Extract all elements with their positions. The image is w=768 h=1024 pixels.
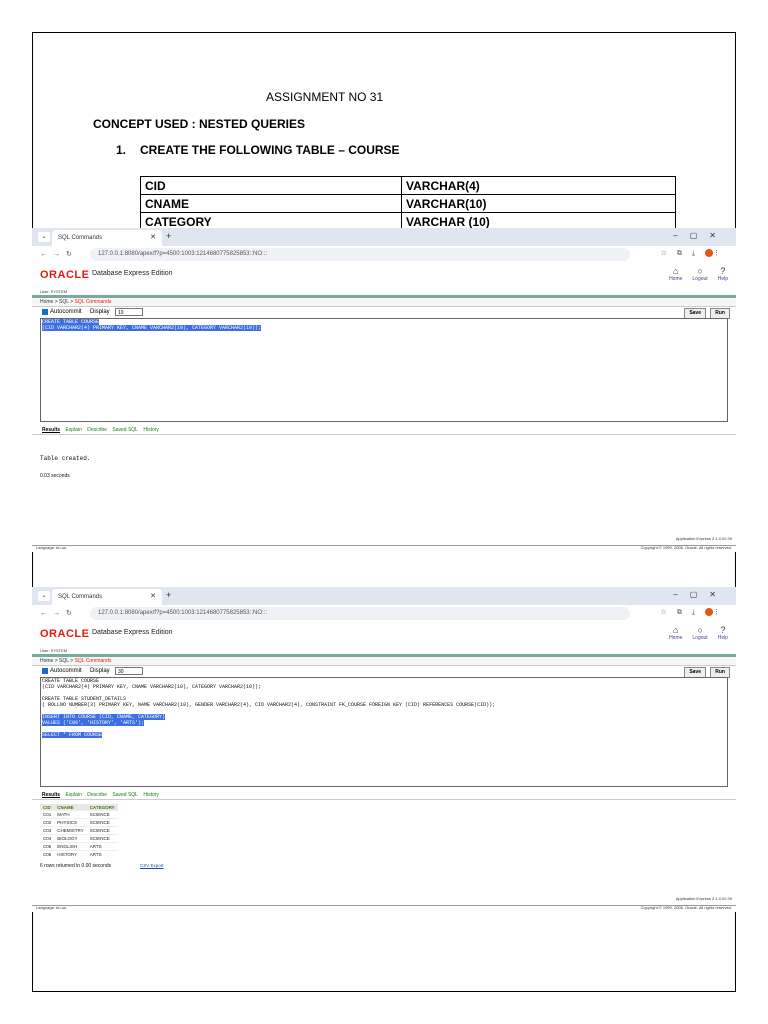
schema-type: VARCHAR(10): [402, 195, 676, 213]
window-controls[interactable]: –▢✕: [673, 231, 728, 240]
sql-editor[interactable]: [40, 318, 728, 422]
results-panel: [32, 435, 736, 535]
tab-results[interactable]: Results: [42, 427, 61, 433]
product-name: Database Express Edition: [92, 270, 173, 277]
help-icon: ?: [720, 625, 726, 635]
logout-icon: ○: [697, 266, 703, 276]
profile-icon[interactable]: [705, 608, 713, 616]
window-controls[interactable]: –▢✕: [673, 590, 728, 599]
document-title: ASSIGNMENT NO 31: [266, 90, 384, 104]
nav-icons[interactable]: ←→↻: [40, 610, 78, 617]
address-bar: [32, 605, 736, 622]
browser-tabbar: [32, 587, 736, 605]
logout-icon: ○: [697, 625, 703, 635]
help-link[interactable]: ? Help: [717, 625, 728, 641]
tab-results[interactable]: Results: [42, 792, 61, 798]
table-row: C05 ENGLISH ARTS: [40, 843, 118, 851]
home-icon: ⌂: [673, 625, 679, 635]
table-row: C06 HISTORY ARTS: [40, 851, 118, 859]
tab-describe[interactable]: Describe: [87, 792, 107, 798]
tab-explain[interactable]: Explain: [65, 792, 82, 798]
display-select[interactable]: 30: [115, 667, 143, 675]
profile-icon[interactable]: [705, 249, 713, 257]
breadcrumb-home[interactable]: Home: [40, 299, 54, 305]
editor-line: (CID VARCHAR2(4) PRIMARY KEY, CNAME VARCHAR2(10), CATEGORY VARCHAR2(10));: [42, 325, 262, 331]
table-row: C04 BIOLOGY SCIENCE: [40, 835, 118, 843]
editor-line: CREATE TABLE COURSE: [42, 678, 100, 684]
tab-saved-sql[interactable]: Saved SQL: [112, 792, 138, 798]
address-bar: [32, 246, 736, 263]
results-panel: [32, 800, 736, 900]
schema-col: CNAME: [141, 195, 402, 213]
column-header: CATEGORY: [87, 804, 118, 811]
editor-line: SELECT * FROM COURSE: [42, 732, 103, 738]
schema-row: [141, 195, 676, 213]
tab-explain[interactable]: Explain: [65, 427, 82, 433]
tab-dropdown-icon[interactable]: ⌄: [38, 591, 50, 601]
product-name: Database Express Edition: [92, 629, 173, 636]
help-link[interactable]: ? Help: [717, 266, 728, 282]
breadcrumb: Home > SQL > SQL Commands: [32, 298, 736, 307]
browser-tabbar: [32, 228, 736, 246]
display-label: Display: [90, 309, 110, 315]
step-number: 1.: [116, 143, 127, 157]
editor-line: VALUES ('C06', 'HISTORY', 'ARTS');: [42, 720, 145, 726]
sql-editor[interactable]: [40, 677, 728, 787]
result-message: Table created.: [40, 455, 91, 462]
tab-history[interactable]: History: [143, 427, 159, 433]
schema-table: [140, 176, 676, 231]
app-version: Application Express 2.1.0.00.39: [675, 896, 732, 901]
autocommit-checkbox[interactable]: [42, 668, 48, 674]
breadcrumb-sql[interactable]: SQL: [59, 299, 69, 305]
header-icons: [669, 266, 728, 282]
copyright: Copyright © 1999, 2006, Oracle. All rights reserved.: [640, 905, 732, 910]
editor-line: INSERT INTO COURSE (CID, CNAME, CATEGORY): [42, 714, 166, 720]
schema-col: CATEGORY: [141, 213, 402, 231]
result-tabs: [32, 791, 736, 800]
results-table: [40, 804, 118, 858]
apex-header: [32, 263, 736, 289]
help-icon: ?: [720, 266, 726, 276]
user-label: User: SYSTEM: [40, 289, 68, 294]
editor-line: (CID VARCHAR2(4) PRIMARY KEY, CNAME VARCHAR2(10), CATEGORY VARCHAR2(10));: [42, 684, 262, 690]
display-label: Display: [90, 668, 110, 674]
new-tab-icon[interactable]: +: [166, 231, 172, 241]
screenshot-create-table: [32, 228, 736, 552]
home-link[interactable]: ⌂ Home: [669, 266, 683, 282]
concept-heading: CONCEPT USED : NESTED QUERIES: [93, 117, 306, 131]
browser-tab[interactable]: [52, 589, 162, 605]
table-row: C02 PHYSICS SCIENCE: [40, 819, 118, 827]
schema-type: VARCHAR(4): [402, 177, 676, 195]
apex-footer: [32, 896, 736, 910]
copyright: Copyright © 1999, 2006, Oracle. All rights reserved.: [640, 545, 732, 550]
run-button[interactable]: Run: [710, 667, 730, 678]
browser-tab[interactable]: [52, 230, 162, 246]
user-label: User: SYSTEM: [40, 648, 68, 653]
language-label: Language: en-us: [36, 905, 67, 910]
step-text: CREATE THE FOLLOWING TABLE – COURSE: [140, 143, 400, 157]
autocommit-label: Autocommit: [50, 309, 82, 315]
schema-type: VARCHAR (10): [402, 213, 676, 231]
screenshot-select-course: [32, 587, 736, 912]
editor-line: CREATE TABLE STUDENT_DETAILS: [42, 696, 127, 702]
header-icons: [669, 625, 728, 641]
save-button[interactable]: Save: [684, 308, 706, 319]
step-heading: [116, 143, 400, 157]
autocommit-checkbox[interactable]: [42, 309, 48, 315]
tab-describe[interactable]: Describe: [87, 427, 107, 433]
oracle-logo: ORACLE: [40, 269, 90, 281]
tab-history[interactable]: History: [143, 792, 159, 798]
home-icon: ⌂: [673, 266, 679, 276]
run-button[interactable]: Run: [710, 308, 730, 319]
editor-line: ( ROLLNO NUMBER(3) PRIMARY KEY, NAME VARCHAR2(10), GENDER VARCHAR2(4), CID VARCHAR2(4), CONSTRAINT FK_COURSE FOREIGN KEY (CID) REFERENCES COURSE(CID));: [42, 702, 496, 708]
apex-header: [32, 622, 736, 648]
column-header: CID: [40, 804, 54, 811]
app-version: Application Express 2.1.0.00.39: [675, 536, 732, 541]
nav-icons[interactable]: ←→↻: [40, 251, 78, 258]
result-time: 0.03 seconds: [40, 473, 70, 479]
tab-saved-sql[interactable]: Saved SQL: [112, 427, 138, 433]
browser-action-icons[interactable]: ☆⧉⤓ ⋮: [660, 250, 730, 257]
oracle-logo: ORACLE: [40, 628, 90, 640]
csv-export-link[interactable]: CSV Export: [140, 863, 164, 868]
control-row: [32, 666, 736, 677]
logout-link[interactable]: ○ Logout: [692, 625, 708, 641]
logout-link[interactable]: ○ Logout: [692, 266, 708, 282]
table-row: C03 CHEMISTRY SCIENCE: [40, 827, 118, 835]
tab-title: SQL Commands: [58, 594, 103, 600]
close-icon[interactable]: ✕: [150, 593, 156, 600]
close-icon[interactable]: ✕: [150, 234, 156, 241]
display-select[interactable]: 10: [115, 308, 143, 316]
tab-dropdown-icon[interactable]: ⌄: [38, 232, 50, 242]
breadcrumb-home[interactable]: Home: [40, 658, 54, 664]
breadcrumb-current: SQL Commands: [74, 299, 112, 305]
url-input[interactable]: 127.0.0.1:8080/apex/f?p=4500:1003:1214680775825853::NO:::: [90, 607, 630, 620]
tab-title: SQL Commands: [58, 235, 103, 241]
url-input[interactable]: 127.0.0.1:8080/apex/f?p=4500:1003:1214680775825853::NO:::: [90, 248, 630, 261]
schema-row: [141, 177, 676, 195]
home-link[interactable]: ⌂ Home: [669, 625, 683, 641]
language-label: Language: en-us: [36, 545, 67, 550]
result-tabs: [32, 426, 736, 435]
schema-col: CID: [141, 177, 402, 195]
column-header: CNAME: [54, 804, 86, 811]
rows-returned: 6 rows returned in 0.00 seconds: [40, 863, 112, 869]
breadcrumb-current: SQL Commands: [74, 658, 112, 664]
browser-action-icons[interactable]: ☆⧉⤓ ⋮: [660, 609, 730, 616]
save-button[interactable]: Save: [684, 667, 706, 678]
table-row: C01 MATH SCIENCE: [40, 811, 118, 819]
editor-line: CREATE TABLE COURSE: [42, 319, 100, 325]
breadcrumb-sql[interactable]: SQL: [59, 658, 69, 664]
control-row: [32, 307, 736, 318]
apex-footer: [32, 536, 736, 550]
new-tab-icon[interactable]: +: [166, 590, 172, 600]
breadcrumb: Home > SQL > SQL Commands: [32, 657, 736, 666]
autocommit-label: Autocommit: [50, 668, 82, 674]
